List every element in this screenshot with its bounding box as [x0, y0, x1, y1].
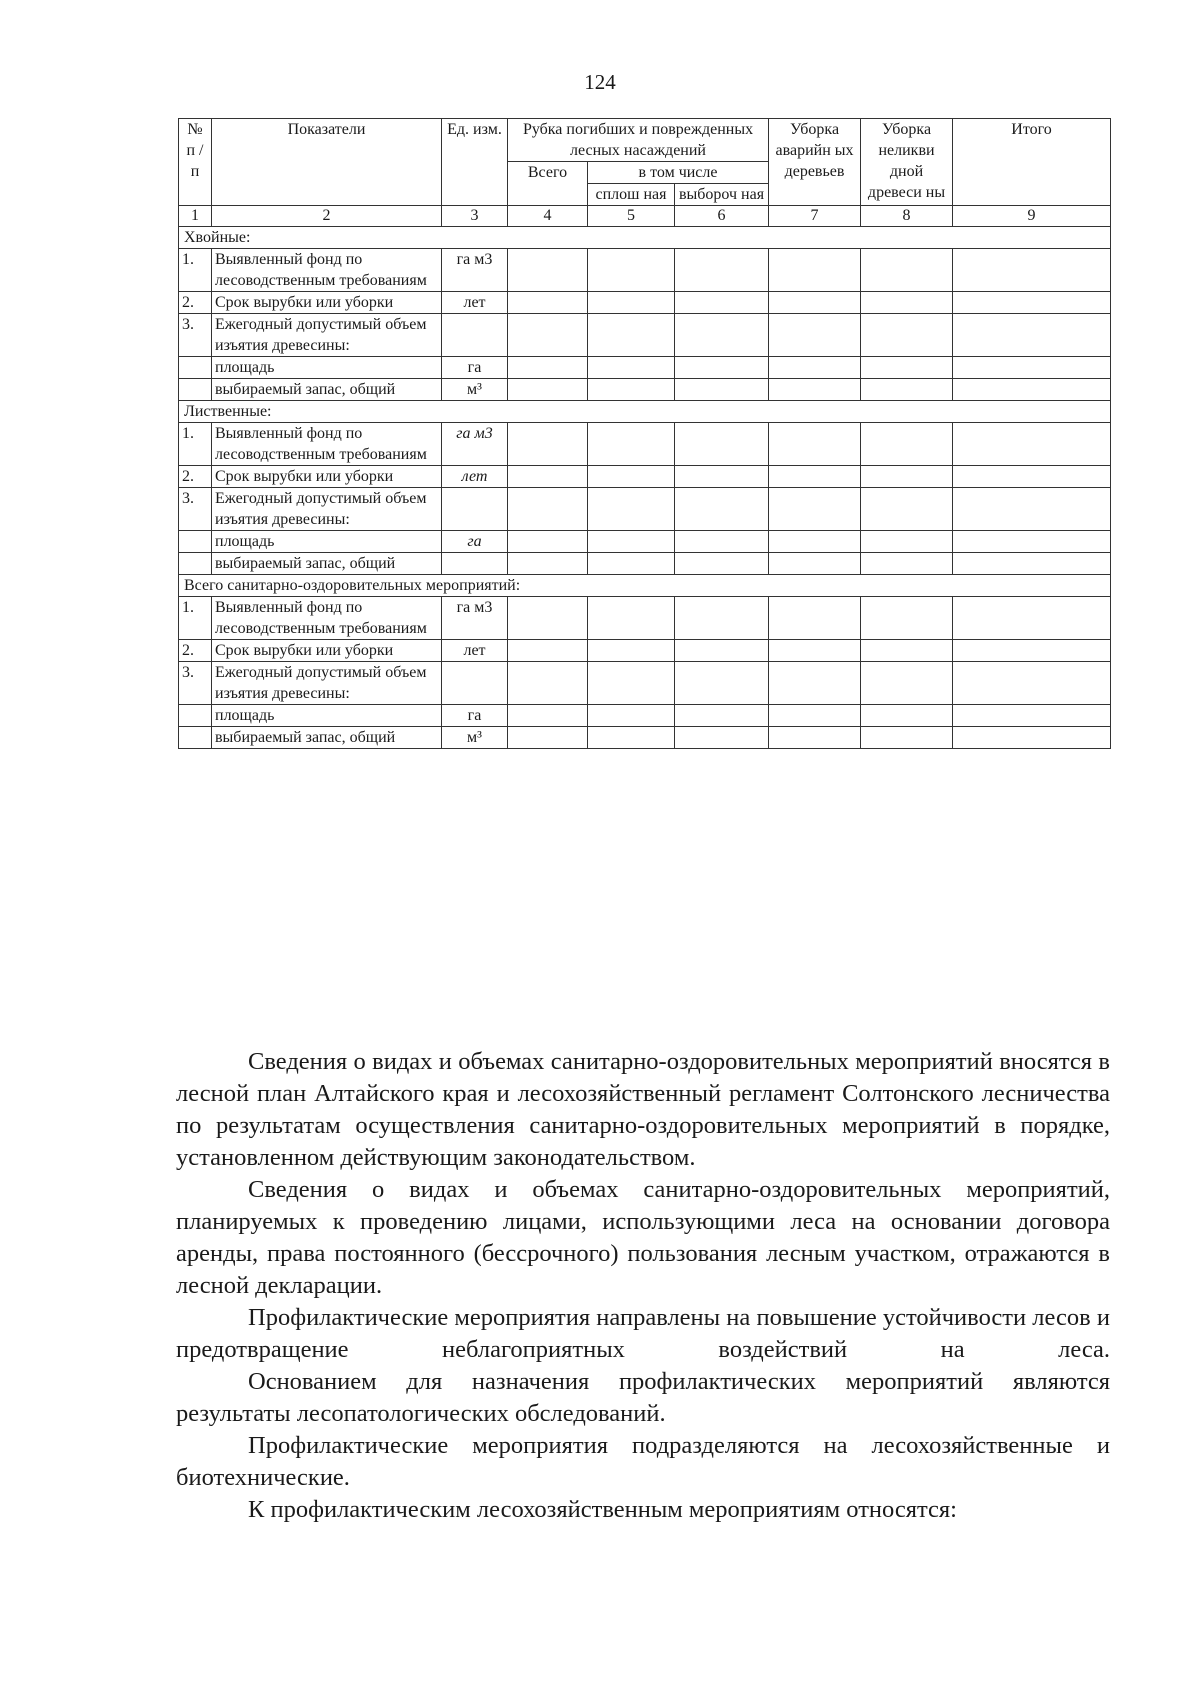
row-unit	[442, 488, 508, 531]
empty-cell	[953, 357, 1111, 379]
empty-cell	[953, 705, 1111, 727]
empty-cell	[588, 314, 675, 357]
row-indicator: Выявленный фонд по лесоводственным требованиям	[212, 597, 442, 640]
empty-cell	[588, 553, 675, 575]
row-unit: м³	[442, 727, 508, 749]
row-unit: лет	[442, 292, 508, 314]
row-number	[179, 705, 212, 727]
empty-cell	[508, 531, 588, 553]
header-emergency: Уборка аварийн ых деревьев	[769, 119, 861, 206]
empty-cell	[861, 357, 953, 379]
section-title: Всего санитарно-оздоровительных мероприятий:	[179, 575, 1111, 597]
empty-cell	[675, 705, 769, 727]
empty-cell	[861, 423, 953, 466]
header-indicator: Показатели	[212, 119, 442, 206]
empty-cell	[953, 423, 1111, 466]
section-row	[179, 227, 1111, 249]
empty-cell	[953, 379, 1111, 401]
empty-cell	[588, 640, 675, 662]
empty-cell	[769, 423, 861, 466]
header-illiquid: Уборка неликви дной древеси ны	[861, 119, 953, 206]
row-indicator: выбираемый запас, общий	[212, 727, 442, 749]
empty-cell	[769, 705, 861, 727]
col-index: 4	[508, 206, 588, 227]
header-felling: Рубка погибших и поврежденных лесных насаждений	[508, 119, 769, 162]
row-number: 3.	[179, 488, 212, 531]
col-index: 9	[953, 206, 1111, 227]
header-including: в том числе	[588, 162, 769, 184]
empty-cell	[588, 357, 675, 379]
row-unit: га м3	[442, 597, 508, 640]
row-unit: лет	[442, 466, 508, 488]
empty-cell	[953, 662, 1111, 705]
row-number: 2.	[179, 292, 212, 314]
empty-cell	[675, 379, 769, 401]
empty-cell	[953, 640, 1111, 662]
empty-cell	[675, 597, 769, 640]
table-row	[179, 597, 1111, 640]
empty-cell	[675, 662, 769, 705]
col-index: 3	[442, 206, 508, 227]
row-number: 1.	[179, 423, 212, 466]
table-row	[179, 553, 1111, 575]
empty-cell	[861, 379, 953, 401]
empty-cell	[675, 314, 769, 357]
empty-cell	[861, 553, 953, 575]
row-number	[179, 553, 212, 575]
row-unit: га м3	[442, 423, 508, 466]
row-unit: га	[442, 531, 508, 553]
paragraph: Профилактические мероприятия направлены на повышение устойчивости лесов и предотвращение неблагоприятных воздействий на леса.	[176, 1304, 1110, 1363]
table-row	[179, 292, 1111, 314]
empty-cell	[675, 423, 769, 466]
col-index: 7	[769, 206, 861, 227]
paragraph: Профилактические мероприятия подразделяются на лесохозяйственные и биотехнические.	[176, 1432, 1110, 1491]
empty-cell	[675, 553, 769, 575]
row-number: 3.	[179, 314, 212, 357]
section-title: Хвойные:	[179, 227, 1111, 249]
empty-cell	[861, 531, 953, 553]
empty-cell	[953, 531, 1111, 553]
row-number: 2.	[179, 466, 212, 488]
header-itogo: Итого	[953, 119, 1111, 206]
empty-cell	[769, 727, 861, 749]
empty-cell	[861, 488, 953, 531]
row-indicator: Ежегодный допустимый объем изъятия древесины:	[212, 314, 442, 357]
empty-cell	[953, 292, 1111, 314]
row-unit: лет	[442, 640, 508, 662]
table-row	[179, 379, 1111, 401]
empty-cell	[588, 249, 675, 292]
page-number: 124	[584, 70, 616, 94]
body-text	[176, 1046, 1110, 1526]
empty-cell	[861, 705, 953, 727]
table-row	[179, 662, 1111, 705]
empty-cell	[588, 379, 675, 401]
empty-cell	[508, 597, 588, 640]
empty-cell	[953, 553, 1111, 575]
row-indicator: Ежегодный допустимый объем изъятия древесины:	[212, 488, 442, 531]
table-row	[179, 488, 1111, 531]
table-row	[179, 314, 1111, 357]
empty-cell	[508, 705, 588, 727]
row-unit	[442, 553, 508, 575]
empty-cell	[953, 249, 1111, 292]
empty-cell	[861, 314, 953, 357]
section-row	[179, 575, 1111, 597]
paragraph: Сведения о видах и объемах санитарно-оздоровительных мероприятий вносятся в лесной план Алтайского края и лесохозяйственный регламент Солтонского лесничества по результатам осуществления санитарно-оздоровительных мероприятий в порядке, установленном действующим законодательством.	[176, 1048, 1110, 1171]
row-unit: га	[442, 357, 508, 379]
table-row	[179, 640, 1111, 662]
empty-cell	[675, 357, 769, 379]
col-index: 6	[675, 206, 769, 227]
row-indicator: Выявленный фонд по лесоводственным требованиям	[212, 423, 442, 466]
header-unit: Ед. изм.	[442, 119, 508, 206]
section-row	[179, 401, 1111, 423]
paragraph: Сведения о видах и объемах санитарно-оздоровительных мероприятий, планируемых к проведению лицами, использующими леса на основании договора аренды, права постоянного (бессрочного) пользования лесным участком, отражаются в лесной декларации.	[176, 1176, 1110, 1299]
table-row	[179, 357, 1111, 379]
empty-cell	[861, 727, 953, 749]
empty-cell	[675, 531, 769, 553]
empty-cell	[953, 727, 1111, 749]
empty-cell	[769, 249, 861, 292]
row-indicator: выбираемый запас, общий	[212, 553, 442, 575]
header-total: Всего	[508, 162, 588, 206]
empty-cell	[769, 531, 861, 553]
empty-cell	[861, 466, 953, 488]
row-indicator: Выявленный фонд по лесоводственным требованиям	[212, 249, 442, 292]
paragraph: К профилактическим лесохозяйственным мероприятиям относятся:	[248, 1496, 957, 1523]
header-clear: сплош ная	[588, 184, 675, 206]
empty-cell	[861, 292, 953, 314]
empty-cell	[508, 379, 588, 401]
col-index: 8	[861, 206, 953, 227]
empty-cell	[675, 727, 769, 749]
row-indicator: выбираемый запас, общий	[212, 379, 442, 401]
empty-cell	[588, 531, 675, 553]
paragraph: Основанием для назначения профилактических мероприятий являются результаты лесопатологических обследований.	[176, 1368, 1110, 1427]
empty-cell	[588, 705, 675, 727]
empty-cell	[769, 357, 861, 379]
empty-cell	[769, 466, 861, 488]
empty-cell	[769, 292, 861, 314]
empty-cell	[675, 249, 769, 292]
empty-cell	[953, 488, 1111, 531]
empty-cell	[508, 640, 588, 662]
empty-cell	[588, 662, 675, 705]
row-unit: га м3	[442, 249, 508, 292]
empty-cell	[675, 466, 769, 488]
empty-cell	[675, 292, 769, 314]
column-index-row	[179, 206, 1111, 227]
empty-cell	[953, 597, 1111, 640]
empty-cell	[588, 597, 675, 640]
empty-cell	[508, 249, 588, 292]
empty-cell	[861, 249, 953, 292]
empty-cell	[769, 379, 861, 401]
row-indicator: площадь	[212, 357, 442, 379]
row-unit	[442, 662, 508, 705]
empty-cell	[861, 640, 953, 662]
row-number: 2.	[179, 640, 212, 662]
empty-cell	[769, 488, 861, 531]
row-indicator: Срок вырубки или уборки	[212, 466, 442, 488]
empty-cell	[588, 727, 675, 749]
row-unit: га	[442, 705, 508, 727]
row-indicator: Срок вырубки или уборки	[212, 292, 442, 314]
empty-cell	[861, 662, 953, 705]
col-index: 2	[212, 206, 442, 227]
row-number	[179, 379, 212, 401]
row-number: 1.	[179, 597, 212, 640]
table-row	[179, 727, 1111, 749]
empty-cell	[769, 640, 861, 662]
empty-cell	[588, 292, 675, 314]
empty-cell	[769, 597, 861, 640]
table-row	[179, 249, 1111, 292]
empty-cell	[953, 466, 1111, 488]
col-index: 5	[588, 206, 675, 227]
empty-cell	[508, 314, 588, 357]
table-row	[179, 705, 1111, 727]
empty-cell	[508, 727, 588, 749]
row-number	[179, 357, 212, 379]
table-row	[179, 531, 1111, 553]
empty-cell	[508, 357, 588, 379]
empty-cell	[769, 662, 861, 705]
header-num: № п / п	[179, 119, 212, 206]
measures-table	[178, 118, 1111, 749]
empty-cell	[508, 662, 588, 705]
table-row	[179, 423, 1111, 466]
header-selective: выбороч ная	[675, 184, 769, 206]
empty-cell	[508, 466, 588, 488]
empty-cell	[675, 640, 769, 662]
row-unit	[442, 314, 508, 357]
row-indicator: площадь	[212, 531, 442, 553]
table-header-row	[179, 119, 1111, 162]
table-sections	[179, 227, 1111, 749]
empty-cell	[675, 488, 769, 531]
empty-cell	[588, 423, 675, 466]
empty-cell	[508, 423, 588, 466]
section-title: Лиственные:	[179, 401, 1111, 423]
empty-cell	[508, 292, 588, 314]
col-index: 1	[179, 206, 212, 227]
empty-cell	[769, 553, 861, 575]
empty-cell	[588, 488, 675, 531]
row-indicator: Срок вырубки или уборки	[212, 640, 442, 662]
empty-cell	[769, 314, 861, 357]
row-number: 3.	[179, 662, 212, 705]
empty-cell	[953, 314, 1111, 357]
row-unit: м³	[442, 379, 508, 401]
row-number	[179, 727, 212, 749]
empty-cell	[508, 553, 588, 575]
empty-cell	[861, 597, 953, 640]
empty-cell	[588, 466, 675, 488]
empty-cell	[508, 488, 588, 531]
row-number	[179, 531, 212, 553]
row-number: 1.	[179, 249, 212, 292]
table-row	[179, 466, 1111, 488]
row-indicator: площадь	[212, 705, 442, 727]
row-indicator: Ежегодный допустимый объем изъятия древесины:	[212, 662, 442, 705]
